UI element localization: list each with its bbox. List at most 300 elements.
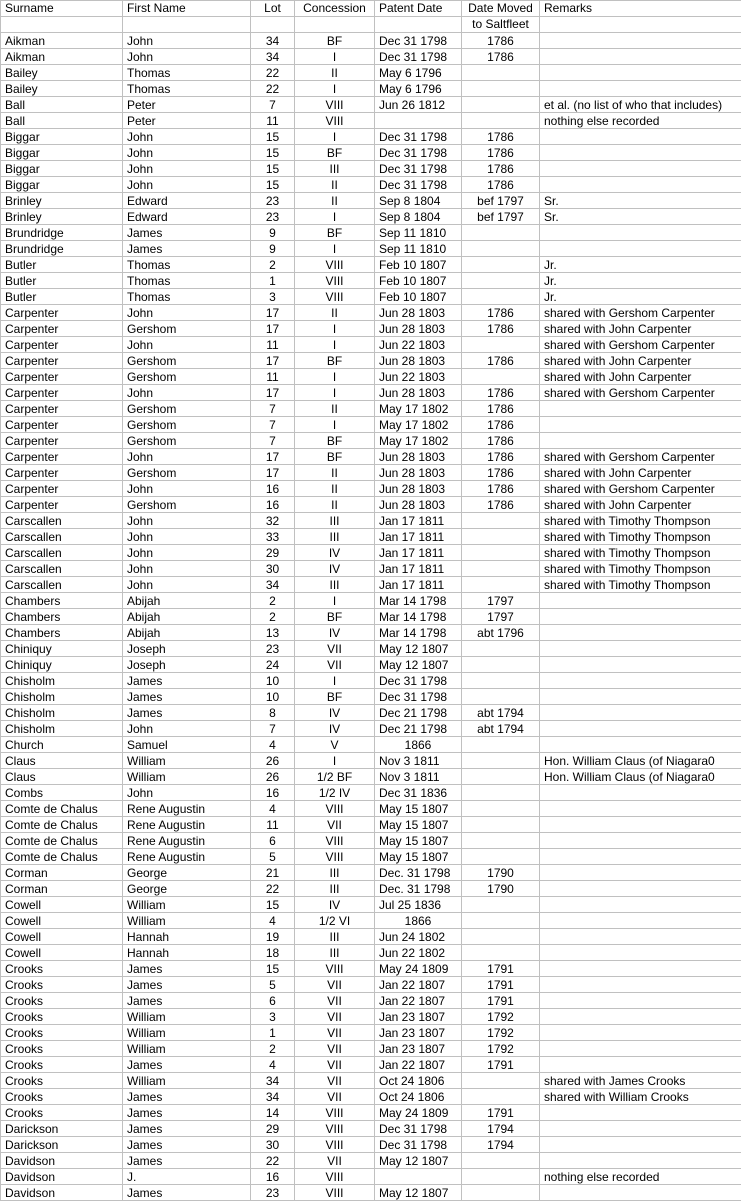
cell-surname: Chiniquy	[1, 657, 123, 673]
cell-lot: 2	[251, 257, 295, 273]
cell-date-moved	[462, 1089, 540, 1105]
cell-remarks	[540, 625, 741, 641]
cell-first-name: John	[123, 177, 251, 193]
cell-concession: I	[295, 753, 375, 769]
cell-surname: Biggar	[1, 161, 123, 177]
cell-remarks	[540, 33, 741, 49]
cell-first-name: James	[123, 977, 251, 993]
cell-patent-date: Dec 31 1798	[375, 1137, 462, 1153]
cell-patent-date: Jun 28 1803	[375, 321, 462, 337]
cell-remarks	[540, 913, 741, 929]
cell-patent-date: Jan 17 1811	[375, 529, 462, 545]
cell-surname: Carpenter	[1, 433, 123, 449]
header-remarks: Remarks	[540, 1, 741, 17]
header-blank	[251, 17, 295, 33]
cell-date-moved: 1786	[462, 465, 540, 481]
cell-date-moved: 1790	[462, 881, 540, 897]
cell-first-name: John	[123, 49, 251, 65]
cell-concession: III	[295, 865, 375, 881]
cell-surname: Ball	[1, 113, 123, 129]
table-row	[1, 993, 741, 1009]
cell-patent-date: Feb 10 1807	[375, 273, 462, 289]
cell-first-name: James	[123, 1185, 251, 1201]
cell-patent-date: May 24 1809	[375, 961, 462, 977]
cell-surname: Carscallen	[1, 561, 123, 577]
cell-patent-date: May 6 1796	[375, 81, 462, 97]
header-blank	[123, 17, 251, 33]
cell-remarks	[540, 833, 741, 849]
header-blank	[1, 17, 123, 33]
cell-concession: VII	[295, 641, 375, 657]
cell-first-name: Thomas	[123, 289, 251, 305]
cell-remarks	[540, 673, 741, 689]
cell-first-name: William	[123, 913, 251, 929]
cell-lot: 11	[251, 337, 295, 353]
cell-date-moved: abt 1794	[462, 721, 540, 737]
cell-concession: IV	[295, 545, 375, 561]
cell-concession: VIII	[295, 1137, 375, 1153]
header-date-moved: Date Moved	[462, 1, 540, 17]
cell-first-name: Abijah	[123, 609, 251, 625]
cell-surname: Darickson	[1, 1121, 123, 1137]
table-row	[1, 113, 741, 129]
cell-concession: III	[295, 513, 375, 529]
cell-remarks: et al. (no list of who that includes)	[540, 97, 741, 113]
table-row	[1, 257, 741, 273]
cell-patent-date: Jun 24 1802	[375, 929, 462, 945]
cell-lot: 15	[251, 129, 295, 145]
cell-date-moved: 1794	[462, 1121, 540, 1137]
table-row	[1, 609, 741, 625]
cell-surname: Davidson	[1, 1153, 123, 1169]
cell-concession: II	[295, 497, 375, 513]
cell-surname: Biggar	[1, 129, 123, 145]
cell-date-moved: 1792	[462, 1025, 540, 1041]
cell-concession: BF	[295, 689, 375, 705]
cell-lot: 11	[251, 113, 295, 129]
cell-date-moved	[462, 577, 540, 593]
cell-remarks	[540, 865, 741, 881]
cell-lot: 23	[251, 209, 295, 225]
table-row	[1, 689, 741, 705]
cell-remarks: shared with Gershom Carpenter	[540, 337, 741, 353]
cell-concession: I	[295, 321, 375, 337]
table-row	[1, 209, 741, 225]
table-row	[1, 353, 741, 369]
cell-date-moved	[462, 513, 540, 529]
cell-date-moved	[462, 753, 540, 769]
cell-remarks	[540, 161, 741, 177]
cell-remarks: Hon. William Claus (of Niagara0	[540, 753, 741, 769]
cell-surname: Chisholm	[1, 721, 123, 737]
cell-first-name: George	[123, 881, 251, 897]
cell-concession: BF	[295, 145, 375, 161]
table-row	[1, 97, 741, 113]
cell-concession: IV	[295, 721, 375, 737]
cell-lot: 9	[251, 241, 295, 257]
cell-surname: Crooks	[1, 1025, 123, 1041]
cell-surname: Chambers	[1, 625, 123, 641]
cell-concession: III	[295, 529, 375, 545]
table-row	[1, 481, 741, 497]
cell-first-name: Gershom	[123, 401, 251, 417]
cell-patent-date: Jun 28 1803	[375, 465, 462, 481]
cell-lot: 4	[251, 737, 295, 753]
cell-concession: 1/2 VI	[295, 913, 375, 929]
cell-first-name: Peter	[123, 113, 251, 129]
cell-remarks	[540, 1057, 741, 1073]
cell-concession: I	[295, 49, 375, 65]
cell-date-moved: 1786	[462, 433, 540, 449]
cell-first-name: John	[123, 545, 251, 561]
cell-concession: BF	[295, 33, 375, 49]
cell-surname: Carscallen	[1, 529, 123, 545]
cell-surname: Church	[1, 737, 123, 753]
cell-patent-date: Jan 22 1807	[375, 1057, 462, 1073]
cell-remarks: shared with John Carpenter	[540, 369, 741, 385]
cell-lot: 21	[251, 865, 295, 881]
cell-first-name: Hannah	[123, 945, 251, 961]
cell-first-name: J.	[123, 1169, 251, 1185]
cell-surname: Darickson	[1, 1137, 123, 1153]
cell-remarks	[540, 145, 741, 161]
cell-lot: 4	[251, 1057, 295, 1073]
table-row	[1, 1025, 741, 1041]
cell-remarks	[540, 1185, 741, 1201]
cell-lot: 23	[251, 641, 295, 657]
cell-patent-date: Dec 31 1798	[375, 673, 462, 689]
header-row	[1, 1, 741, 17]
cell-lot: 17	[251, 305, 295, 321]
cell-first-name: John	[123, 33, 251, 49]
cell-first-name: Edward	[123, 209, 251, 225]
cell-date-moved: 1786	[462, 449, 540, 465]
cell-lot: 32	[251, 513, 295, 529]
cell-lot: 24	[251, 657, 295, 673]
cell-date-moved	[462, 241, 540, 257]
cell-first-name: John	[123, 561, 251, 577]
table-row	[1, 1121, 741, 1137]
cell-lot: 18	[251, 945, 295, 961]
cell-concession: VIII	[295, 833, 375, 849]
cell-remarks: Sr.	[540, 193, 741, 209]
table-row	[1, 817, 741, 833]
cell-date-moved	[462, 849, 540, 865]
cell-lot: 2	[251, 1041, 295, 1057]
cell-patent-date: May 12 1807	[375, 641, 462, 657]
cell-date-moved: 1797	[462, 609, 540, 625]
cell-lot: 10	[251, 689, 295, 705]
cell-concession: III	[295, 577, 375, 593]
cell-date-moved: bef 1797	[462, 193, 540, 209]
cell-surname: Carpenter	[1, 305, 123, 321]
cell-remarks	[540, 785, 741, 801]
cell-patent-date: Jan 23 1807	[375, 1025, 462, 1041]
cell-concession: VIII	[295, 273, 375, 289]
cell-remarks: shared with Gershom Carpenter	[540, 385, 741, 401]
cell-concession: VII	[295, 1089, 375, 1105]
table-row	[1, 81, 741, 97]
table-row	[1, 721, 741, 737]
cell-patent-date: Sep 11 1810	[375, 241, 462, 257]
cell-surname: Butler	[1, 257, 123, 273]
cell-date-moved: 1786	[462, 33, 540, 49]
cell-first-name: Abijah	[123, 625, 251, 641]
cell-remarks: shared with Timothy Thompson	[540, 545, 741, 561]
cell-lot: 17	[251, 449, 295, 465]
cell-date-moved: 1786	[462, 129, 540, 145]
table-row	[1, 1105, 741, 1121]
cell-lot: 7	[251, 401, 295, 417]
cell-first-name: John	[123, 337, 251, 353]
cell-concession: VIII	[295, 289, 375, 305]
cell-remarks	[540, 801, 741, 817]
table-row	[1, 33, 741, 49]
table-row	[1, 849, 741, 865]
cell-patent-date: Oct 24 1806	[375, 1073, 462, 1089]
cell-remarks	[540, 881, 741, 897]
cell-lot: 34	[251, 33, 295, 49]
cell-concession: III	[295, 945, 375, 961]
table-row	[1, 497, 741, 513]
cell-lot: 6	[251, 833, 295, 849]
cell-concession: II	[295, 481, 375, 497]
cell-date-moved	[462, 913, 540, 929]
header-lot: Lot	[251, 1, 295, 17]
cell-date-moved: 1792	[462, 1041, 540, 1057]
table-row	[1, 673, 741, 689]
cell-date-moved	[462, 561, 540, 577]
table-row	[1, 161, 741, 177]
cell-first-name: John	[123, 529, 251, 545]
table-row	[1, 1089, 741, 1105]
table-row	[1, 801, 741, 817]
cell-lot: 7	[251, 417, 295, 433]
cell-surname: Biggar	[1, 177, 123, 193]
cell-surname: Chambers	[1, 593, 123, 609]
cell-surname: Carpenter	[1, 385, 123, 401]
cell-lot: 34	[251, 1073, 295, 1089]
table-row	[1, 1137, 741, 1153]
table-row	[1, 961, 741, 977]
cell-date-moved: 1791	[462, 977, 540, 993]
cell-concession: I	[295, 417, 375, 433]
cell-remarks	[540, 961, 741, 977]
cell-lot: 10	[251, 673, 295, 689]
cell-first-name: John	[123, 481, 251, 497]
cell-patent-date: Sep 11 1810	[375, 225, 462, 241]
table-row	[1, 337, 741, 353]
cell-surname: Carpenter	[1, 497, 123, 513]
cell-surname: Carpenter	[1, 481, 123, 497]
table-row	[1, 769, 741, 785]
table-row	[1, 321, 741, 337]
cell-patent-date: May 12 1807	[375, 1153, 462, 1169]
cell-surname: Brinley	[1, 209, 123, 225]
table-row	[1, 865, 741, 881]
cell-remarks: Jr.	[540, 257, 741, 273]
cell-first-name: John	[123, 385, 251, 401]
cell-first-name: John	[123, 145, 251, 161]
cell-remarks	[540, 1137, 741, 1153]
cell-remarks	[540, 225, 741, 241]
cell-surname: Chisholm	[1, 689, 123, 705]
cell-concession: I	[295, 241, 375, 257]
cell-first-name: James	[123, 1057, 251, 1073]
cell-concession: I	[295, 129, 375, 145]
cell-lot: 15	[251, 177, 295, 193]
table-body	[1, 33, 741, 1201]
cell-date-moved: 1786	[462, 385, 540, 401]
cell-date-moved	[462, 369, 540, 385]
table-row	[1, 129, 741, 145]
cell-remarks: nothing else recorded	[540, 1169, 741, 1185]
cell-lot: 7	[251, 721, 295, 737]
cell-patent-date: May 12 1807	[375, 1185, 462, 1201]
header-blank	[295, 17, 375, 33]
cell-date-moved: 1791	[462, 993, 540, 1009]
cell-concession: I	[295, 81, 375, 97]
cell-lot: 16	[251, 497, 295, 513]
cell-remarks	[540, 641, 741, 657]
cell-lot: 8	[251, 705, 295, 721]
cell-first-name: James	[123, 1089, 251, 1105]
cell-patent-date: Dec 31 1798	[375, 161, 462, 177]
cell-surname: Carpenter	[1, 417, 123, 433]
cell-surname: Crooks	[1, 1057, 123, 1073]
cell-lot: 15	[251, 161, 295, 177]
cell-first-name: Abijah	[123, 593, 251, 609]
header-patent-date: Patent Date	[375, 1, 462, 17]
cell-surname: Crooks	[1, 1009, 123, 1025]
cell-remarks	[540, 1041, 741, 1057]
table-row	[1, 433, 741, 449]
cell-remarks: shared with Timothy Thompson	[540, 577, 741, 593]
table-row	[1, 545, 741, 561]
cell-first-name: James	[123, 1137, 251, 1153]
cell-first-name: James	[123, 673, 251, 689]
cell-patent-date: Dec 31 1798	[375, 1121, 462, 1137]
cell-first-name: John	[123, 721, 251, 737]
cell-first-name: James	[123, 705, 251, 721]
cell-concession: I	[295, 337, 375, 353]
cell-concession: II	[295, 65, 375, 81]
cell-first-name: Peter	[123, 97, 251, 113]
cell-lot: 13	[251, 625, 295, 641]
cell-date-moved: 1792	[462, 1009, 540, 1025]
table-row	[1, 49, 741, 65]
cell-patent-date: Feb 10 1807	[375, 289, 462, 305]
cell-lot: 4	[251, 801, 295, 817]
cell-surname: Cowell	[1, 913, 123, 929]
cell-patent-date: May 15 1807	[375, 849, 462, 865]
table-row	[1, 401, 741, 417]
cell-concession: VII	[295, 977, 375, 993]
table-row	[1, 897, 741, 913]
cell-concession: VIII	[295, 1105, 375, 1121]
cell-first-name: George	[123, 865, 251, 881]
table-row	[1, 529, 741, 545]
cell-first-name: James	[123, 993, 251, 1009]
cell-surname: Carscallen	[1, 545, 123, 561]
table-row	[1, 193, 741, 209]
header-first-name: First Name	[123, 1, 251, 17]
cell-remarks: shared with Timothy Thompson	[540, 529, 741, 545]
cell-concession: I	[295, 385, 375, 401]
cell-first-name: William	[123, 897, 251, 913]
cell-date-moved: bef 1797	[462, 209, 540, 225]
cell-remarks: shared with John Carpenter	[540, 353, 741, 369]
table-row	[1, 1073, 741, 1089]
cell-surname: Bailey	[1, 65, 123, 81]
cell-concession: IV	[295, 705, 375, 721]
cell-lot: 23	[251, 193, 295, 209]
cell-remarks	[540, 929, 741, 945]
cell-patent-date	[375, 1169, 462, 1185]
cell-first-name: William	[123, 1073, 251, 1089]
cell-lot: 30	[251, 561, 295, 577]
cell-first-name: John	[123, 577, 251, 593]
cell-surname: Davidson	[1, 1169, 123, 1185]
cell-concession: III	[295, 161, 375, 177]
cell-remarks	[540, 977, 741, 993]
cell-concession: BF	[295, 225, 375, 241]
cell-remarks: shared with Gershom Carpenter	[540, 305, 741, 321]
cell-lot: 6	[251, 993, 295, 1009]
cell-patent-date: May 24 1809	[375, 1105, 462, 1121]
cell-surname: Comte de Chalus	[1, 817, 123, 833]
cell-remarks	[540, 849, 741, 865]
cell-surname: Brinley	[1, 193, 123, 209]
cell-date-moved	[462, 225, 540, 241]
cell-concession: VIII	[295, 1121, 375, 1137]
cell-surname: Brundridge	[1, 241, 123, 257]
cell-date-moved	[462, 817, 540, 833]
cell-lot: 29	[251, 1121, 295, 1137]
cell-remarks	[540, 817, 741, 833]
cell-patent-date: Nov 3 1811	[375, 753, 462, 769]
cell-surname: Crooks	[1, 961, 123, 977]
cell-surname: Crooks	[1, 1073, 123, 1089]
cell-surname: Carpenter	[1, 369, 123, 385]
cell-surname: Aikman	[1, 49, 123, 65]
cell-date-moved: 1786	[462, 145, 540, 161]
table-row	[1, 641, 741, 657]
header-concession: Concession	[295, 1, 375, 17]
cell-date-moved	[462, 657, 540, 673]
cell-first-name: John	[123, 449, 251, 465]
cell-patent-date: Jan 17 1811	[375, 577, 462, 593]
cell-lot: 2	[251, 609, 295, 625]
cell-surname: Butler	[1, 289, 123, 305]
cell-first-name: William	[123, 769, 251, 785]
cell-remarks	[540, 593, 741, 609]
cell-date-moved	[462, 113, 540, 129]
cell-first-name: Joseph	[123, 641, 251, 657]
cell-surname: Carpenter	[1, 337, 123, 353]
cell-first-name: John	[123, 513, 251, 529]
cell-patent-date: Dec 21 1798	[375, 705, 462, 721]
cell-first-name: Rene Augustin	[123, 833, 251, 849]
cell-concession: VIII	[295, 1185, 375, 1201]
cell-remarks: shared with John Carpenter	[540, 321, 741, 337]
cell-first-name: Hannah	[123, 929, 251, 945]
cell-surname: Cowell	[1, 897, 123, 913]
cell-surname: Crooks	[1, 993, 123, 1009]
cell-lot: 16	[251, 1169, 295, 1185]
cell-surname: Carpenter	[1, 401, 123, 417]
cell-patent-date: Dec 31 1798	[375, 49, 462, 65]
